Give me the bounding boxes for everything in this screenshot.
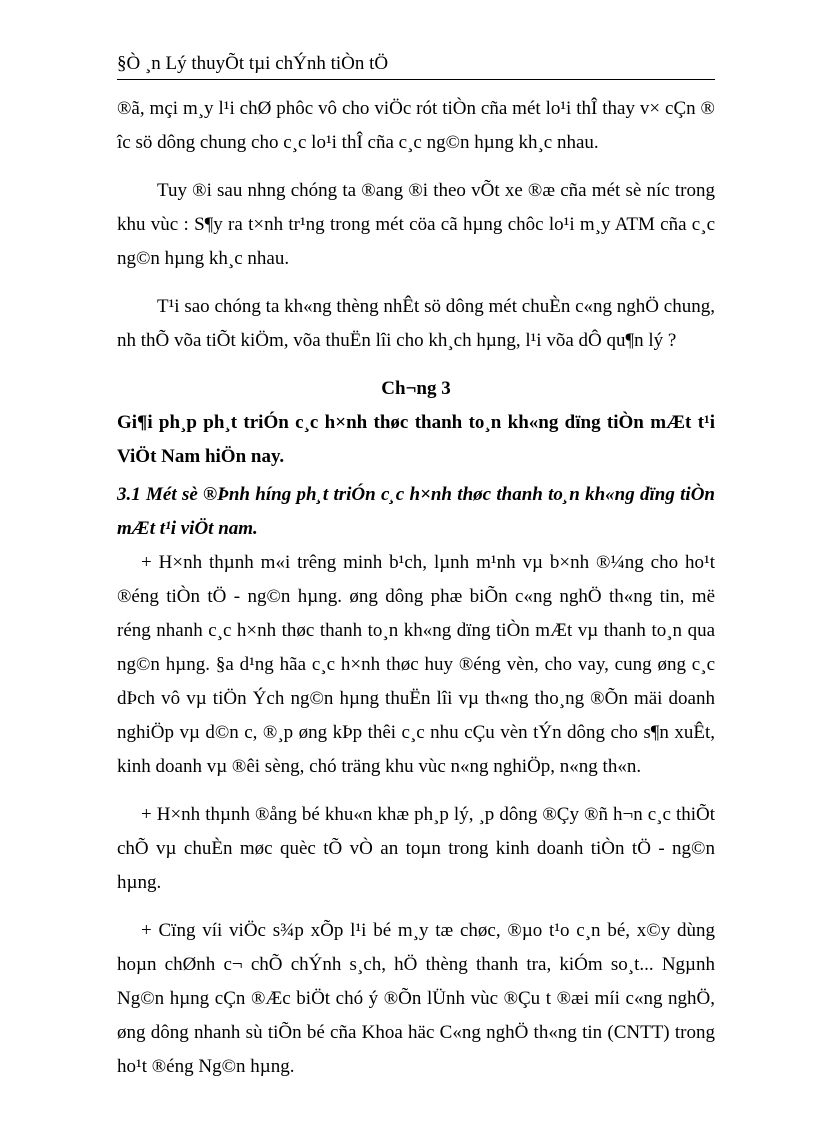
page-header-title: §Ò ¸n Lý thuyÕt tµi chÝnh tiÒn tÖ xyxy=(117,53,389,74)
bullet-legal-framework: + H×nh thµnh ®ång bé khu«n khæ ph¸p lý, ¸p dông ®Çy ®ñ h¬n c¸c thiÕt chÕ vµ chuÈn møc quèc tÕ vÒ an toµn trong kinh doanh tiÒn tÖ - ng©n hµng. xyxy=(117,804,715,893)
chapter-label: Ch¬ng 3 xyxy=(381,378,451,399)
paragraph-standard-question: T¹i sao chóng ta kh«ng thèng nhÊt sö dông mét chuÈn c«ng nghÖ chung, nh thÕ võa tiÕt kiÖm, võa thuËn lîi cho kh¸ch hµng, l¹i võa dÔ qu¶n lý ? xyxy=(117,296,715,351)
paragraph-intro: ®ã, mçi m¸y l¹i chØ phôc vô cho viÖc rót tiÒn cña mét lo¹i thÎ thay v× cÇn ® îc sö dông chung cho c¸c lo¹i thÎ cña c¸c ng©n hµng kh¸c nhau. xyxy=(117,98,715,153)
chapter-title: Gi¶i ph¸p ph¸t triÓn c¸c h×nh thøc thanh to¸n kh«ng dïng tiÒn mÆt t¹i ViÖt Nam hiÖn nay. xyxy=(117,412,715,467)
bullet-environment: + H×nh thµnh m«i trêng minh b¹ch, lµnh m¹nh vµ b×nh ®¼ng cho ho¹t ®éng tiÒn tÖ - ng©n hµng. øng dông phæ biÕn c«ng nghÖ th«ng tin, më réng nhanh c¸c h×nh thøc thanh to¸n kh«ng dïng tiÒn mÆt vµ thanh to¸n qua ng©n hµng. §a d¹ng hãa c¸c h×nh thøc huy ®éng vèn, cho vay, cung øng c¸c dÞch vô vµ tiÖn Ých ng©n hµng thuËn lîi vµ th«ng tho¸ng ®Õn mäi doanh nghiÖp vµ d©n c, ®¸p øng kÞp thêi c¸c nhu cÇu vèn tÝn dông cho s¶n xuÊt, kinh doanh vµ ®êi sèng, chó träng khu vùc n«ng nghiÖp, n«ng th«n. xyxy=(117,552,715,777)
paragraph-atm-trend: Tuy ®i sau nhng chóng ta ®ang ®i theo vÕt xe ®æ cña mét sè níc trong khu vùc : S¶y ra t×nh tr¹ng trong mét cöa cã hµng chôc lo¹i m¸y ATM cña c¸c ng©n hµng kh¸c nhau. xyxy=(117,180,715,269)
page-header xyxy=(117,53,715,80)
document-body xyxy=(117,92,715,1098)
section-title: 3.1 Mét sè ®Þnh híng ph¸t triÓn c¸c h×nh thøc thanh to¸n kh«ng dïng tiÒn mÆt t¹i viÖt nam. xyxy=(117,484,715,539)
bullet-technology: + Cïng víi viÖc s¾p xÕp l¹i bé m¸y tæ chøc, ®µo t¹o c¸n bé, x©y dùng hoµn chØnh c¬ chÕ chÝnh s¸ch, hÖ thèng thanh tra, kiÓm so¸t... Ngµnh Ng©n hµng cÇn ®Æc biÖt chó ý ®Õn lÜnh vùc ®Çu t ®æi míi c«ng nghÖ, øng dông nhanh sù tiÕn bé cña Khoa häc C«ng nghÖ th«ng tin (CNTT) trong ho¹t ®éng Ng©n hµng. xyxy=(117,920,715,1077)
